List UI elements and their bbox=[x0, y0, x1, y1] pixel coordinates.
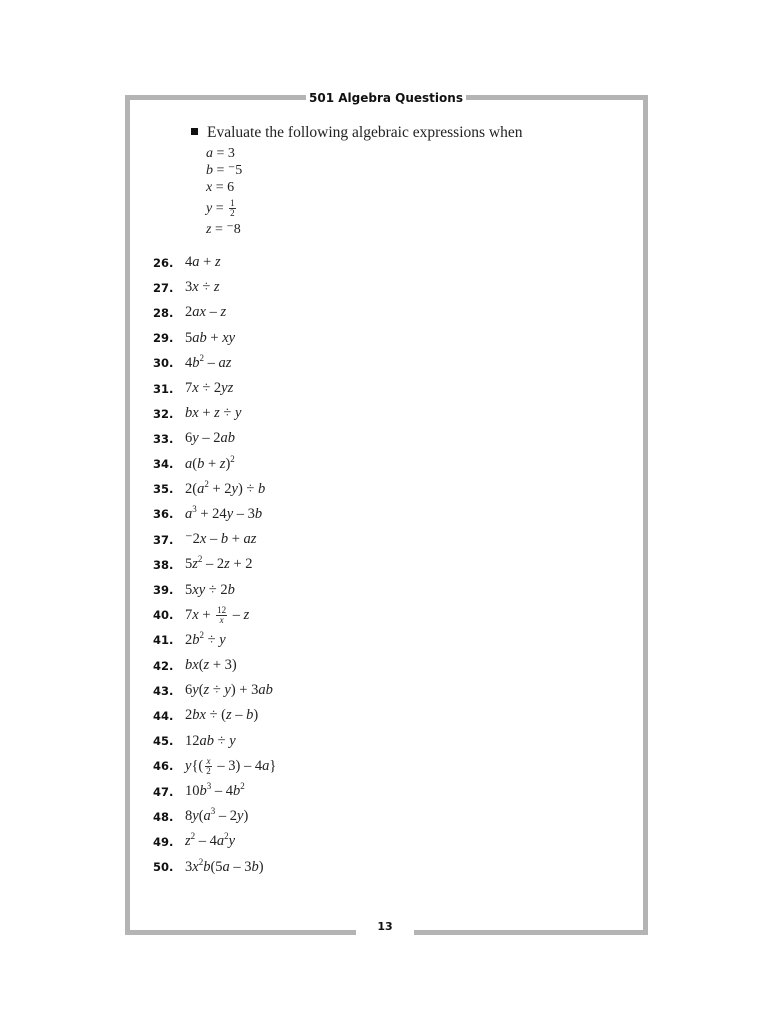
problem-item bbox=[153, 250, 276, 275]
problem-expression: $2(a^2 + 2y) \div b$ bbox=[185, 478, 266, 497]
problem-expression: y{( $\frac{x}{2}$ – 3) – 4a} bbox=[185, 755, 277, 776]
instruction bbox=[191, 124, 523, 142]
problem-number: 37. bbox=[153, 532, 174, 547]
problem-number: 38. bbox=[153, 557, 174, 572]
running-header: 501 Algebra Questions bbox=[306, 88, 466, 108]
problem-expression: 7x ÷ 2yz bbox=[185, 380, 234, 397]
problem-number: 31. bbox=[153, 381, 174, 396]
problem-expression: 2ax – z bbox=[185, 304, 227, 321]
problem-expression: 4a + z bbox=[185, 254, 221, 271]
problem-item bbox=[153, 779, 276, 804]
problem-number: 39. bbox=[153, 583, 174, 598]
problem-expression: $3x^2b(5a - 3b)$ bbox=[185, 856, 264, 875]
problem-expression: $10b^3 - 4b^2$ bbox=[185, 781, 245, 800]
problem-number: 43. bbox=[153, 683, 174, 698]
instruction-text: Evaluate the following algebraic expressions when bbox=[207, 124, 523, 141]
variable-b: b = ⁻5 bbox=[206, 163, 243, 178]
problem-number: 46. bbox=[153, 759, 174, 774]
square-bullet-icon bbox=[191, 128, 198, 135]
problem-expression: $2b^2 \div y$ bbox=[185, 629, 226, 648]
problem-expression: 6y – 2ab bbox=[185, 430, 235, 447]
problem-number: 36. bbox=[153, 507, 174, 522]
problem-expression: 7x + $\frac{12}{x}$ – z bbox=[185, 604, 250, 625]
problem-item bbox=[153, 829, 276, 854]
problem-expression: 2bx ÷ (z – b) bbox=[185, 707, 259, 724]
problem-item bbox=[153, 452, 276, 477]
problem-number: 41. bbox=[153, 633, 174, 648]
problem-expression: 6y(z ÷ y) + 3ab bbox=[185, 682, 273, 699]
problem-expression: $4b^2$ – az bbox=[185, 352, 232, 371]
fraction: $\frac{1}{2}$ bbox=[230, 198, 235, 219]
problem-expression: ⁻2x – b + az bbox=[185, 531, 257, 548]
problem-number: 33. bbox=[153, 431, 174, 446]
problem-item bbox=[153, 678, 276, 703]
problem-number: 30. bbox=[153, 356, 174, 371]
problem-item bbox=[153, 729, 276, 754]
problem-expression: 3x ÷ z bbox=[185, 279, 220, 296]
problem-expression: 5xy ÷ 2b bbox=[185, 581, 235, 598]
problem-item bbox=[153, 401, 276, 426]
problem-expression: $5z^2 - 2z + 2$ bbox=[185, 554, 253, 573]
problem-number: 50. bbox=[153, 860, 174, 875]
problem-expression: $a(b + z)^2$ bbox=[185, 453, 235, 472]
problem-number: 35. bbox=[153, 482, 174, 497]
problem-item bbox=[153, 326, 276, 351]
problem-item bbox=[153, 552, 276, 577]
problem-expression: 12ab ÷ y bbox=[185, 732, 236, 749]
problem-list bbox=[153, 250, 276, 880]
problem-item bbox=[153, 502, 276, 527]
variable-z: z = ⁻8 bbox=[206, 222, 241, 237]
problem-item bbox=[153, 351, 276, 376]
problem-item bbox=[153, 804, 276, 829]
problem-item bbox=[153, 628, 276, 653]
problem-number: 32. bbox=[153, 406, 174, 421]
problem-item bbox=[153, 754, 276, 779]
problem-item bbox=[153, 527, 276, 552]
problem-item bbox=[153, 275, 276, 300]
problem-expression: $a^3 + 24y - 3b$ bbox=[185, 503, 263, 522]
problem-number: 49. bbox=[153, 834, 174, 849]
problem-number: 42. bbox=[153, 658, 174, 673]
problem-expression: $z^2 - 4a^2y$ bbox=[185, 831, 236, 850]
problem-item bbox=[153, 477, 276, 502]
problem-expression: bx(z + 3) bbox=[185, 657, 237, 674]
variable-values bbox=[206, 145, 242, 238]
problem-expression: $8y(a^3 - 2y)$ bbox=[185, 806, 249, 825]
problem-number: 28. bbox=[153, 305, 174, 320]
problem-expression: bx + z ÷ y bbox=[185, 405, 242, 422]
problem-number: 27. bbox=[153, 280, 174, 295]
problem-number: 44. bbox=[153, 708, 174, 723]
problem-number: 29. bbox=[153, 331, 174, 346]
problem-item bbox=[153, 603, 276, 628]
page-number: 13 bbox=[356, 918, 414, 936]
variable-a: a = 3 bbox=[206, 146, 235, 161]
problem-item bbox=[153, 855, 276, 880]
problem-number: 47. bbox=[153, 784, 174, 799]
problem-item bbox=[153, 376, 276, 401]
problem-expression: 5ab + xy bbox=[185, 329, 236, 346]
problem-item bbox=[153, 703, 276, 728]
problem-item bbox=[153, 300, 276, 325]
problem-number: 26. bbox=[153, 255, 174, 270]
problem-item bbox=[153, 653, 276, 678]
problem-number: 45. bbox=[153, 734, 174, 749]
variable-y: y = $\frac{1}{2}$ bbox=[206, 198, 235, 219]
problem-item bbox=[153, 577, 276, 602]
problem-number: 48. bbox=[153, 809, 174, 824]
variable-x: x = 6 bbox=[206, 180, 235, 195]
problem-number: 34. bbox=[153, 457, 174, 472]
problem-item bbox=[153, 426, 276, 451]
problem-number: 40. bbox=[153, 608, 174, 623]
